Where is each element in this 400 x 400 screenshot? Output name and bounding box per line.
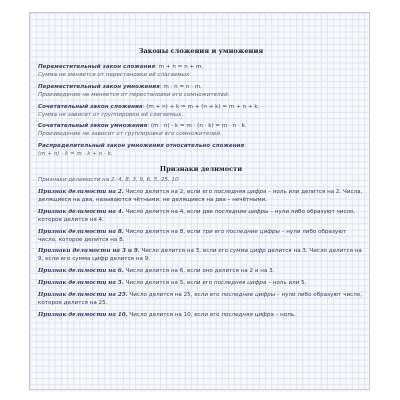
rule-emphasis: последние цифры [214,208,269,215]
rule-item [38,312,364,320]
rule-item [38,268,364,276]
rule-text: Число делится на 10, если его [127,311,222,318]
rule-emphasis: последняя цифра [213,188,267,195]
rule-text-end: – ноль или 5. [266,280,307,287]
rule-text: Число делится на 8, если [123,228,203,235]
law-formula: : (m + n) + k = m + (n + k) = m + n + k. [142,103,260,110]
rule-name: Признак делимости на 6. [38,268,124,275]
rule-item [38,209,364,225]
law-item [38,104,364,120]
rule-emphasis: последние цифры [221,292,276,299]
rule-text: Число делится на 25, если его [127,292,222,299]
rule-name: Признак делимости на 10. [38,311,128,318]
law-formula: : m + n = n + m. [155,64,204,70]
law-item [38,84,364,100]
sheet-content [38,47,364,324]
law-formula: : m · n = n · m. [159,83,203,90]
rule-text-end: – ноль. [273,311,296,318]
rule-text: Число делится на 6, если оно делится на 2 и на 3. [123,268,275,275]
rule-text: Число делится на 2, если его [123,188,214,195]
law-formula: : (m · n) · k = m · (n · k) = m · n · k. [147,123,247,130]
rule-text-end: – нули либо образуют число, которое делится на 4. [38,208,356,223]
rule-item [38,189,364,205]
graph-paper-sheet [29,12,370,390]
rule-text-end: – ноль или делится на 2. Числа, делящиеся на два, называются чётными, не делящиеся на два – нечётными. [38,188,363,203]
rule-name: Признаки делимости на 3 и 9. [38,248,140,255]
law-item [38,143,364,159]
law-name: Переместительный закон умножения [38,83,160,90]
law-formula: : [244,143,246,150]
rule-item [38,229,364,245]
rule-name: Признак делимости на 4. [38,208,124,215]
law-item [38,123,364,139]
rule-name: Признак делимости на 8. [38,228,124,235]
rule-name: Признак делимости на 5. [38,280,124,287]
law-note: Произведение не меняется от перестановки его сомножителей. [38,91,230,98]
rule-text: Число делится на 4, если две [123,208,215,215]
rule-text: Число делится на 5, если его [123,280,214,287]
rule-text: Число делится на 3, если его [139,248,230,255]
rule-text-end: – нули либо образуют число, которое делится на 8. [38,228,347,243]
law-note: Сумма не меняется от перестановки её слагаемых. [38,71,192,78]
law-note: (m + n) · k = m · k + n · k. [38,151,113,158]
rule-name: Признак делимости на 25. [38,292,128,299]
rule-text-end: – нули либо образуют число, которое делится на 25. [38,292,362,306]
law-name: Сочетательный закон сложения [38,103,143,110]
law-name: Распределительный закон умножения относительно сложения [38,143,245,150]
rule-item [38,292,364,308]
law-note: Сумма не зависит от группировки её слагаемых. [38,111,184,118]
rule-emphasis: последняя цифра [221,311,274,318]
law-name: Переместительный закон сложения [38,64,156,70]
rule-emphasis: три его последние цифры [202,228,280,235]
rule-item [38,248,364,264]
rule-emphasis: сумма цифр [229,248,266,255]
divisibility-intro: Признаки делимости на 2, 4, 8, 3, 9, 6, 5, 25, 10 [38,177,179,184]
rule-text-end: делится на 3. Число делится на 9, если его сумма цифр делится на 9. [38,248,362,263]
rule-item [38,280,364,288]
rule-name: Признак делимости на 2. [38,188,124,195]
divisibility-title: Признаки делимости [159,165,243,174]
law-note: Произведение не зависит от группировки его сомножителей. [38,131,222,138]
law-name: Сочетательный закон умножения [38,123,148,130]
rule-emphasis: последняя цифра [213,280,267,287]
laws-title: Законы сложения и умножения [138,47,264,55]
law-item [38,64,364,80]
